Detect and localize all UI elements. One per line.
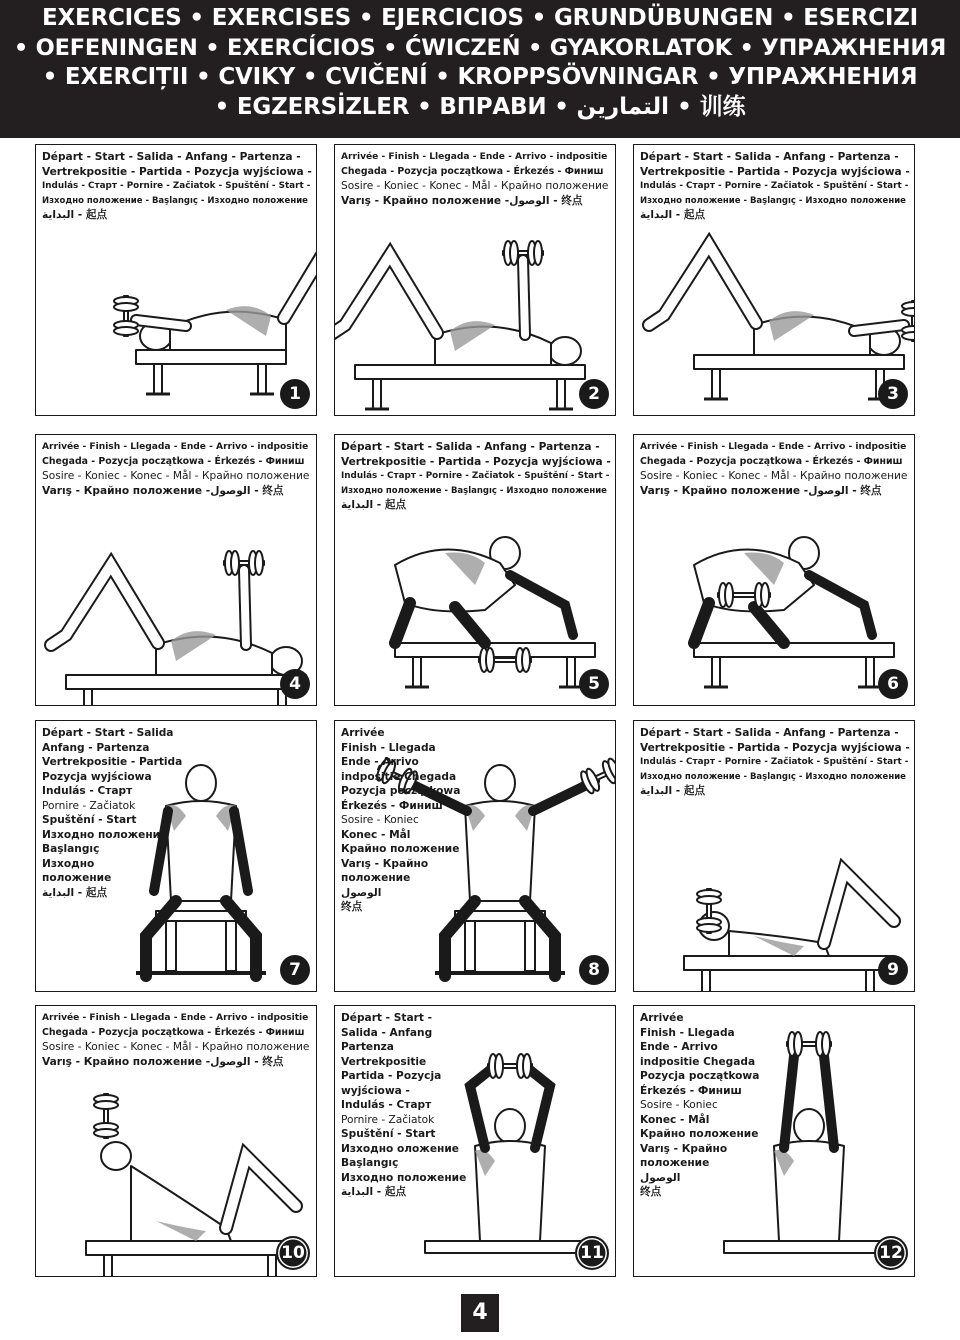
caption-line: Partenza — [341, 1041, 394, 1053]
caption-line: Pozycja wyjściowa — [42, 770, 152, 783]
caption-line: Pornire - Začiatok — [341, 1113, 435, 1126]
caption-line: Изходно положение — [42, 828, 168, 841]
caption-line: البداية - 起点 — [341, 499, 407, 511]
position-caption — [341, 150, 611, 208]
exercise-panel-4 — [35, 434, 317, 706]
caption-line: 终点 — [640, 1186, 662, 1198]
exercise-panel-12 — [633, 1005, 915, 1277]
caption-line: Изходно положение - Başlangıç - Изходно положение — [42, 195, 308, 206]
caption-line: Varış - Крайно положение -الوصول - 终点 — [42, 1055, 284, 1068]
caption-line: Chegada - Pozycja początkowa - Érkezés - Финиш — [42, 1026, 305, 1038]
exercise-panel-11 — [334, 1005, 616, 1277]
caption-line: Départ - Start - Salida - Anfang - Partenza - — [640, 151, 899, 163]
exercise-panel-7 — [35, 720, 317, 992]
caption-line: Chegada - Pozycja początkowa - Érkezés - Финиш — [341, 165, 604, 177]
caption-line: Крайно положение — [341, 843, 460, 855]
exercise-panel-5 — [334, 434, 616, 706]
caption-line: Крайно положение — [640, 1128, 759, 1140]
caption-line: البداية - 起点 — [42, 886, 108, 899]
exercise-number-badge: 8 — [579, 955, 609, 985]
caption-line: Vertrekpositie - Partida - Pozycja wyjściowa - — [42, 165, 312, 178]
position-caption — [42, 1011, 312, 1069]
caption-line: Finish - Llegada — [341, 741, 436, 754]
caption-line: Vertrekpositie - Partida - Pozycja wyjściowa - — [640, 165, 910, 178]
caption-line: Départ - Start - Salida - Anfang - Partenza - — [341, 441, 600, 453]
exercise-panel-1 — [35, 144, 317, 416]
position-caption — [640, 150, 910, 223]
caption-line: الوصول — [640, 1171, 681, 1184]
exercise-number-badge: 11 — [575, 1236, 609, 1270]
exercise-number-badge: 3 — [878, 379, 908, 409]
exercise-number-badge: 9 — [878, 955, 908, 985]
caption-line: Érkezés - Финиш — [640, 1084, 742, 1097]
caption-line: Sosire - Koniec - Konec - Mål - Крайно положение — [341, 180, 609, 192]
exercise-number-badge: 1 — [280, 379, 310, 409]
header-line: • EGZERSİZLER • ВПРАВИ • التمارين • 训练 — [214, 93, 746, 120]
caption-line: Chegada - Pozycja początkowa - Érkezés - Финиш — [640, 455, 903, 467]
caption-line: Vertrekpositie - Partida — [42, 756, 183, 768]
position-caption — [42, 150, 312, 223]
caption-line: Érkezés - Финиш — [341, 799, 443, 812]
exercise-number-badge: 5 — [579, 669, 609, 699]
caption-line: Spuštění - Start — [341, 1128, 436, 1140]
exercise-number-badge: 12 — [874, 1236, 908, 1270]
caption-line: Chegada - Pozycja początkowa - Érkezés - Финиш — [42, 455, 305, 467]
caption-line: Konec - Mål — [640, 1113, 710, 1126]
caption-line: Indulás - Старт — [341, 1099, 432, 1111]
exercise-panel-3 — [633, 144, 915, 416]
caption-line: Spuštění - Start — [42, 814, 137, 826]
position-caption — [341, 726, 471, 915]
exercise-panel-2 — [334, 144, 616, 416]
caption-line: wyjściowa - — [341, 1084, 410, 1097]
caption-line: Изходно оложение — [341, 1142, 459, 1155]
caption-line: Sosire - Koniec — [640, 1099, 718, 1111]
caption-line: الوصول — [341, 886, 382, 899]
caption-line: положение — [42, 872, 112, 884]
caption-line: Vertrekpositie — [341, 1055, 427, 1068]
caption-line: Varış - Крайно положение -الوصول - 终点 — [341, 194, 583, 207]
position-caption — [640, 440, 910, 498]
caption-line: Ende - Arrivo — [640, 1041, 718, 1053]
caption-line: Départ - Start - Salida - Anfang - Partenza - — [42, 151, 301, 163]
caption-line: Indulás - Старт - Pornire - Začiatok - Spuštění - Start - — [640, 181, 909, 191]
header-line: • OEFENINGEN • EXERCÍCIOS • ĆWICZEŃ • GYAKORLATOK • УПРАЖНЕНИЯ — [13, 34, 947, 61]
caption-line: Pozycja początkowa — [341, 785, 461, 797]
caption-line: Partida - Pozycja — [341, 1070, 442, 1082]
caption-line: Varış - Крайно — [341, 857, 429, 870]
caption-line: Sosire - Koniec - Konec - Mål - Крайно положение — [640, 470, 908, 482]
caption-line: Varış - Крайно — [640, 1142, 728, 1155]
caption-line: Départ - Start - — [341, 1012, 432, 1024]
caption-line: Arrivée - Finish - Llegada - Ende - Arrivo - indpositie — [42, 442, 309, 452]
caption-line: Başlangıç — [341, 1157, 399, 1169]
header-line: • EXERCIȚII • CVIKY • CVIČENÍ • KROPPSÖVNINGAR • УПРАЖНЕНИЯ — [42, 64, 918, 90]
caption-line: Départ - Start - Salida — [42, 727, 174, 739]
position-caption — [42, 440, 312, 498]
position-caption — [640, 726, 910, 799]
caption-line: Varış - Крайно положение -الوصول - 终点 — [42, 484, 284, 497]
caption-line: Ende - Arrivo — [341, 756, 419, 768]
caption-line: Arrivée — [341, 727, 385, 739]
caption-line: Anfang - Partenza — [42, 741, 150, 754]
caption-line: Arrivée - Finish - Llegada - Ende - Arrivo - indpositie — [640, 442, 907, 452]
caption-line: Konec - Mål — [341, 828, 411, 841]
caption-line: Arrivée — [640, 1012, 684, 1024]
caption-line: Изходно положение — [341, 1171, 467, 1184]
caption-line: положение — [640, 1157, 710, 1169]
caption-line: Изходно положение - Başlangıç - Изходно положение — [341, 485, 607, 496]
caption-line: Indulás - Старт — [42, 785, 133, 797]
caption-line: Finish - Llegada — [640, 1026, 735, 1039]
caption-line: indpositie Chegada — [341, 770, 457, 783]
position-caption — [341, 440, 611, 513]
caption-line: indpositie Chegada — [640, 1055, 756, 1068]
position-caption — [341, 1011, 481, 1200]
exercise-panel-6 — [633, 434, 915, 706]
caption-line: Indulás - Старт - Pornire - Začiatok - Spuštění - Start - — [341, 471, 610, 481]
caption-line: Sosire - Koniec - Konec - Mål - Крайно положение — [42, 1041, 310, 1053]
caption-line: Sosire - Koniec — [341, 814, 419, 826]
caption-line: Varış - Крайно положение -الوصول - 终点 — [640, 484, 882, 497]
caption-line: Indulás - Старт - Pornire - Začiatok - Spuštění - Start - — [42, 181, 311, 191]
caption-line: Pornire - Začiatok — [42, 799, 136, 812]
caption-line: Départ - Start - Salida - Anfang - Partenza - — [640, 727, 899, 739]
exercise-number-badge: 2 — [579, 379, 609, 409]
caption-line: положение — [341, 872, 411, 884]
page-header — [0, 0, 960, 138]
caption-line: البداية - 起点 — [640, 785, 706, 797]
caption-line: البداية - 起点 — [640, 209, 706, 221]
caption-line: 终点 — [341, 901, 363, 913]
exercise-panel-8 — [334, 720, 616, 992]
exercise-panel-9 — [633, 720, 915, 992]
caption-line: البداية - 起点 — [341, 1186, 407, 1198]
caption-line: Arrivée - Finish - Llegada - Ende - Arrivo - indpositie — [42, 1013, 309, 1023]
exercise-number-badge: 10 — [276, 1236, 310, 1270]
caption-line: Pozycja początkowa — [640, 1070, 760, 1082]
exercise-number-badge: 4 — [280, 669, 310, 699]
caption-line: البداية - 起点 — [42, 209, 108, 221]
caption-line: Изходно положение - Başlangıç - Изходно положение — [640, 195, 906, 206]
exercise-panel-10 — [35, 1005, 317, 1277]
caption-line: Изходно положение - Başlangıç - Изходно положение — [640, 771, 906, 782]
caption-line: Vertrekpositie - Partida - Pozycja wyjściowa - — [640, 741, 910, 754]
caption-line: Indulás - Старт - Pornire - Začiatok - Spuštění - Start - — [640, 757, 909, 767]
position-caption — [42, 726, 192, 900]
caption-line: Изходно — [42, 857, 95, 870]
exercise-number-badge: 6 — [878, 669, 908, 699]
header-line: EXERCICES • EXERCISES • EJERCICIOS • GRUNDÜBUNGEN • ESERCIZI — [41, 5, 919, 31]
caption-line: Sosire - Koniec - Konec - Mål - Крайно положение — [42, 470, 310, 482]
caption-line: Salida - Anfang — [341, 1026, 433, 1039]
caption-line: Arrivée - Finish - Llegada - Ende - Arrivo - indpositie — [341, 152, 608, 162]
caption-line: Başlangıç — [42, 843, 100, 855]
caption-line: Vertrekpositie - Partida - Pozycja wyjściowa - — [341, 455, 611, 468]
exercise-number-badge: 7 — [280, 955, 310, 985]
page-number: 4 — [461, 1294, 499, 1332]
position-caption — [640, 1011, 775, 1200]
